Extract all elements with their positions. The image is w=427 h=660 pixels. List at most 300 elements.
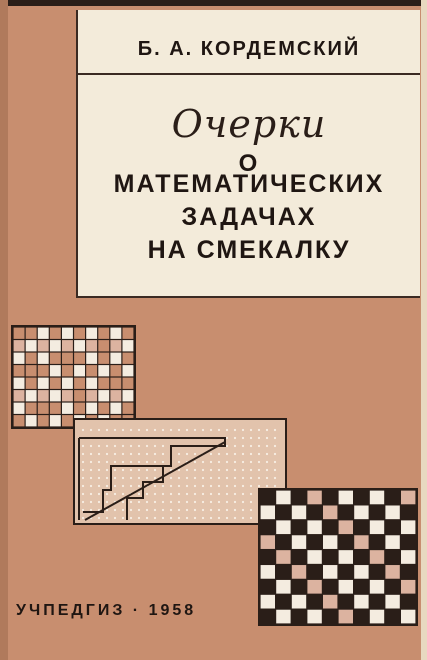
grid-dot	[178, 469, 180, 471]
board-cell	[385, 580, 399, 594]
grid-dot	[154, 477, 156, 479]
grid-dot	[114, 517, 116, 519]
grid-dot	[162, 429, 164, 431]
grid-dot	[258, 429, 260, 431]
board-cell	[50, 390, 61, 401]
grid-dot	[154, 485, 156, 487]
grid-dot	[146, 461, 148, 463]
board-cell	[323, 595, 337, 609]
board-cell	[339, 595, 353, 609]
board-cell	[307, 520, 321, 534]
board-cell	[292, 491, 306, 505]
grid-dot	[242, 453, 244, 455]
grid-dot	[250, 437, 252, 439]
board-cell	[123, 365, 134, 376]
board-cell	[276, 565, 290, 579]
board-cell	[323, 535, 337, 549]
panel-divider	[78, 73, 420, 75]
board-cell	[307, 535, 321, 549]
board-cell	[276, 580, 290, 594]
grid-dot	[242, 501, 244, 503]
board-cell	[385, 610, 399, 624]
grid-dot	[274, 445, 276, 447]
grid-dot	[170, 517, 172, 519]
grid-dot	[106, 429, 108, 431]
grid-dot	[202, 493, 204, 495]
board-cell	[38, 353, 49, 364]
grid-dot	[194, 517, 196, 519]
grid-dot	[258, 445, 260, 447]
grid-dot	[242, 485, 244, 487]
grid-dot	[210, 509, 212, 511]
board-cell	[50, 340, 61, 351]
grid-dot	[226, 437, 228, 439]
board-cell	[370, 565, 384, 579]
grid-dot	[90, 493, 92, 495]
board-cell	[74, 403, 85, 414]
board-cell	[261, 565, 275, 579]
grid-dot	[258, 461, 260, 463]
board-cell	[74, 328, 85, 339]
board-cell	[261, 491, 275, 505]
grid-dot	[210, 517, 212, 519]
board-cell	[74, 390, 85, 401]
grid-dot	[218, 509, 220, 511]
board-cell	[14, 353, 25, 364]
board-cell	[354, 610, 368, 624]
grid-dot	[138, 501, 140, 503]
board-cell	[370, 535, 384, 549]
grid-dot	[226, 501, 228, 503]
grid-dot	[258, 453, 260, 455]
board-cell	[307, 550, 321, 564]
board-cell	[50, 353, 61, 364]
board-cell	[370, 520, 384, 534]
grid-dot	[114, 469, 116, 471]
grid-dot	[178, 501, 180, 503]
board-cell	[401, 580, 415, 594]
board-cell	[62, 403, 73, 414]
grid-dot	[218, 453, 220, 455]
board-cell	[385, 595, 399, 609]
grid-dot	[194, 469, 196, 471]
board-cell	[14, 340, 25, 351]
grid-dot	[274, 453, 276, 455]
board-cell	[98, 390, 109, 401]
board-cell	[292, 595, 306, 609]
board-cell	[261, 595, 275, 609]
board-cell	[370, 550, 384, 564]
grid-dot	[90, 509, 92, 511]
grid-dot	[178, 485, 180, 487]
board-cell	[401, 520, 415, 534]
grid-dot	[194, 501, 196, 503]
cover-top-edge	[0, 0, 427, 6]
grid-dot	[114, 461, 116, 463]
board-cell	[110, 378, 121, 389]
board-cell	[323, 550, 337, 564]
grid-dot	[122, 453, 124, 455]
board-cell	[50, 328, 61, 339]
grid-dot	[98, 493, 100, 495]
board-cell	[307, 505, 321, 519]
board-cell	[123, 403, 134, 414]
board-cell	[323, 580, 337, 594]
board-cell	[370, 580, 384, 594]
grid-dot	[250, 461, 252, 463]
board-cell	[86, 353, 97, 364]
board-cell	[50, 403, 61, 414]
board-cell	[354, 580, 368, 594]
board-cell	[261, 550, 275, 564]
grid-dot	[130, 509, 132, 511]
board-cell	[98, 403, 109, 414]
grid-dot	[146, 509, 148, 511]
grid-dot	[106, 453, 108, 455]
grid-dot	[210, 469, 212, 471]
grid-dot	[106, 485, 108, 487]
board-cell	[323, 505, 337, 519]
board-cell	[292, 550, 306, 564]
grid-dot	[122, 445, 124, 447]
dotted-grid-puzzle-illustration	[73, 418, 287, 525]
grid-dot	[82, 509, 84, 511]
grid-dot	[154, 461, 156, 463]
grid-dot	[202, 509, 204, 511]
board-cell	[86, 340, 97, 351]
board-cell	[261, 505, 275, 519]
grid-dot	[274, 461, 276, 463]
grid-dot	[122, 469, 124, 471]
grid-dot	[162, 461, 164, 463]
board-cell	[74, 340, 85, 351]
grid-dot	[130, 445, 132, 447]
grid-dot	[226, 509, 228, 511]
grid-dot	[138, 485, 140, 487]
board-cell	[74, 353, 85, 364]
board-cell	[276, 610, 290, 624]
grid-dot	[218, 493, 220, 495]
grid-dot	[250, 509, 252, 511]
board-cell	[292, 505, 306, 519]
grid-dot	[90, 477, 92, 479]
board-cell	[401, 505, 415, 519]
grid-dot	[186, 453, 188, 455]
grid-dot	[130, 453, 132, 455]
grid-dot	[90, 501, 92, 503]
board-cell	[50, 365, 61, 376]
board-cell	[86, 403, 97, 414]
grid-dot	[178, 429, 180, 431]
grid-dot	[90, 461, 92, 463]
grid-dot	[194, 493, 196, 495]
grid-dot	[266, 461, 268, 463]
grid-dot	[226, 469, 228, 471]
grid-dot	[90, 469, 92, 471]
grid-dot	[98, 485, 100, 487]
grid-dot	[186, 517, 188, 519]
grid-dot	[242, 461, 244, 463]
grid-dot	[90, 445, 92, 447]
grid-dot	[178, 461, 180, 463]
grid-dot	[122, 501, 124, 503]
board-cell	[276, 595, 290, 609]
grid-dot	[274, 485, 276, 487]
board-cell	[86, 378, 97, 389]
grid-dot	[98, 517, 100, 519]
grid-dot	[98, 469, 100, 471]
board-cell	[292, 610, 306, 624]
grid-dot	[202, 477, 204, 479]
grid-dot	[138, 429, 140, 431]
grid-dot	[114, 445, 116, 447]
grid-dot	[82, 477, 84, 479]
board-cell	[354, 535, 368, 549]
board-cell	[74, 378, 85, 389]
grid-dot	[250, 485, 252, 487]
grid-dot	[106, 477, 108, 479]
grid-dot	[114, 477, 116, 479]
grid-dot	[154, 445, 156, 447]
grid-dot	[234, 477, 236, 479]
grid-dot	[82, 485, 84, 487]
board-cell	[323, 610, 337, 624]
board-cell	[110, 403, 121, 414]
grid-dot	[234, 429, 236, 431]
board-cell	[323, 520, 337, 534]
board-cell	[385, 565, 399, 579]
grid-dot	[226, 445, 228, 447]
grid-dot	[234, 493, 236, 495]
grid-dot	[226, 429, 228, 431]
grid-dot	[226, 517, 228, 519]
grid-dot	[218, 485, 220, 487]
board-cell	[74, 365, 85, 376]
grid-dot	[114, 493, 116, 495]
grid-dot	[218, 461, 220, 463]
grid-dot	[234, 485, 236, 487]
board-cell	[261, 535, 275, 549]
grid-dot	[146, 477, 148, 479]
grid-dot	[194, 485, 196, 487]
grid-dot	[266, 445, 268, 447]
grid-dot	[82, 429, 84, 431]
board-cell	[339, 565, 353, 579]
grid-dot	[178, 477, 180, 479]
board-cell	[261, 580, 275, 594]
title-line-3: ЗАДАЧАХ	[181, 203, 317, 231]
grid-dot	[146, 453, 148, 455]
board-cell	[370, 505, 384, 519]
grid-dot	[122, 517, 124, 519]
grid-dot	[234, 445, 236, 447]
grid-dot	[250, 493, 252, 495]
grid-dot	[250, 517, 252, 519]
grid-dot	[82, 517, 84, 519]
board-cell	[62, 340, 73, 351]
grid-dot	[162, 493, 164, 495]
board-cell	[385, 491, 399, 505]
grid-dot	[194, 461, 196, 463]
grid-dot	[154, 469, 156, 471]
grid-dot	[162, 517, 164, 519]
board-cell	[370, 595, 384, 609]
board-cell	[62, 390, 73, 401]
board-cell	[98, 378, 109, 389]
grid-dot	[234, 461, 236, 463]
board-cell	[354, 595, 368, 609]
board-cell	[276, 520, 290, 534]
grid-dot	[194, 477, 196, 479]
grid-dot	[266, 477, 268, 479]
board-cell	[354, 505, 368, 519]
board-cell	[354, 550, 368, 564]
board-cell	[385, 550, 399, 564]
board-cell	[98, 353, 109, 364]
board-cell	[292, 580, 306, 594]
grid-dot	[186, 485, 188, 487]
board-cell	[38, 415, 49, 426]
grid-dot	[226, 493, 228, 495]
grid-dot	[274, 429, 276, 431]
board-cell	[62, 365, 73, 376]
board-cell	[26, 403, 37, 414]
board-cell	[323, 565, 337, 579]
board-cell	[307, 595, 321, 609]
grid-dot	[130, 485, 132, 487]
board-cell	[38, 365, 49, 376]
grid-dot	[210, 493, 212, 495]
grid-dot	[154, 429, 156, 431]
grid-dot	[170, 493, 172, 495]
grid-dot	[138, 469, 140, 471]
cover-right-edge	[421, 0, 427, 660]
grid-dot	[106, 461, 108, 463]
grid-dot	[138, 509, 140, 511]
board-cell	[14, 390, 25, 401]
grid-dot	[202, 485, 204, 487]
grid-dot	[170, 501, 172, 503]
grid-dot	[186, 493, 188, 495]
board-cell	[26, 340, 37, 351]
grid-dot	[122, 477, 124, 479]
board-cell	[123, 353, 134, 364]
grid-dot	[82, 469, 84, 471]
grid-dot	[266, 429, 268, 431]
board-cell	[110, 340, 121, 351]
title-line-1: О	[238, 150, 260, 177]
board-cell	[38, 378, 49, 389]
board-cell	[370, 491, 384, 505]
grid-dot	[162, 501, 164, 503]
grid-dot	[266, 437, 268, 439]
grid-dot	[170, 485, 172, 487]
grid-dot	[258, 485, 260, 487]
board-cell	[38, 328, 49, 339]
board-cell	[339, 505, 353, 519]
board-cell	[86, 328, 97, 339]
grid-dot	[258, 437, 260, 439]
grid-dot	[242, 517, 244, 519]
grid-dot	[178, 453, 180, 455]
board-cell	[354, 520, 368, 534]
board-cell	[38, 340, 49, 351]
board-cell	[98, 340, 109, 351]
grid-dot	[106, 501, 108, 503]
grid-dot	[90, 429, 92, 431]
board-cell	[110, 353, 121, 364]
title-line-4: НА СМЕКАЛКУ	[147, 236, 351, 264]
grid-dot	[162, 445, 164, 447]
grid-dot	[106, 469, 108, 471]
grid-dot	[194, 509, 196, 511]
grid-dot	[154, 453, 156, 455]
board-cell	[307, 580, 321, 594]
board-cell	[276, 535, 290, 549]
board-cell	[307, 610, 321, 624]
grid-dot	[218, 517, 220, 519]
board-cell	[276, 505, 290, 519]
grid-dot	[178, 517, 180, 519]
grid-dot	[154, 517, 156, 519]
grid-dot	[274, 469, 276, 471]
grid-dot	[106, 493, 108, 495]
grid-dot	[98, 461, 100, 463]
grid-dot	[234, 453, 236, 455]
grid-dot	[258, 477, 260, 479]
board-cell	[339, 610, 353, 624]
board-cell	[62, 415, 73, 426]
grid-dot	[250, 429, 252, 431]
grid-dot	[202, 429, 204, 431]
grid-dot	[130, 501, 132, 503]
grid-dot	[162, 509, 164, 511]
board-cell	[307, 565, 321, 579]
grid-dot	[178, 509, 180, 511]
grid-dot	[242, 429, 244, 431]
grid-dot	[146, 493, 148, 495]
board-cell	[50, 378, 61, 389]
board-cell	[26, 328, 37, 339]
board-cell	[261, 610, 275, 624]
board-cell	[339, 491, 353, 505]
grid-dot	[210, 429, 212, 431]
board-cell	[401, 595, 415, 609]
grid-dot	[82, 445, 84, 447]
grid-dot	[250, 469, 252, 471]
title-panel	[76, 10, 420, 298]
grid-dot	[170, 429, 172, 431]
grid-dot	[202, 517, 204, 519]
grid-dot	[114, 485, 116, 487]
board-cell	[123, 378, 134, 389]
board-cell	[123, 390, 134, 401]
checkerboard-small-illustration	[11, 325, 136, 429]
grid-dot	[242, 445, 244, 447]
board-cell	[292, 535, 306, 549]
grid-dot	[146, 501, 148, 503]
grid-dot	[274, 477, 276, 479]
board-cell	[26, 365, 37, 376]
publisher-imprint: УЧПЕДГИЗ · 1958	[16, 602, 197, 619]
grid-dot	[258, 469, 260, 471]
grid-dot	[266, 469, 268, 471]
grid-dot	[218, 429, 220, 431]
grid-dot	[210, 501, 212, 503]
board-cell	[26, 378, 37, 389]
grid-dot	[186, 477, 188, 479]
grid-dot	[186, 469, 188, 471]
